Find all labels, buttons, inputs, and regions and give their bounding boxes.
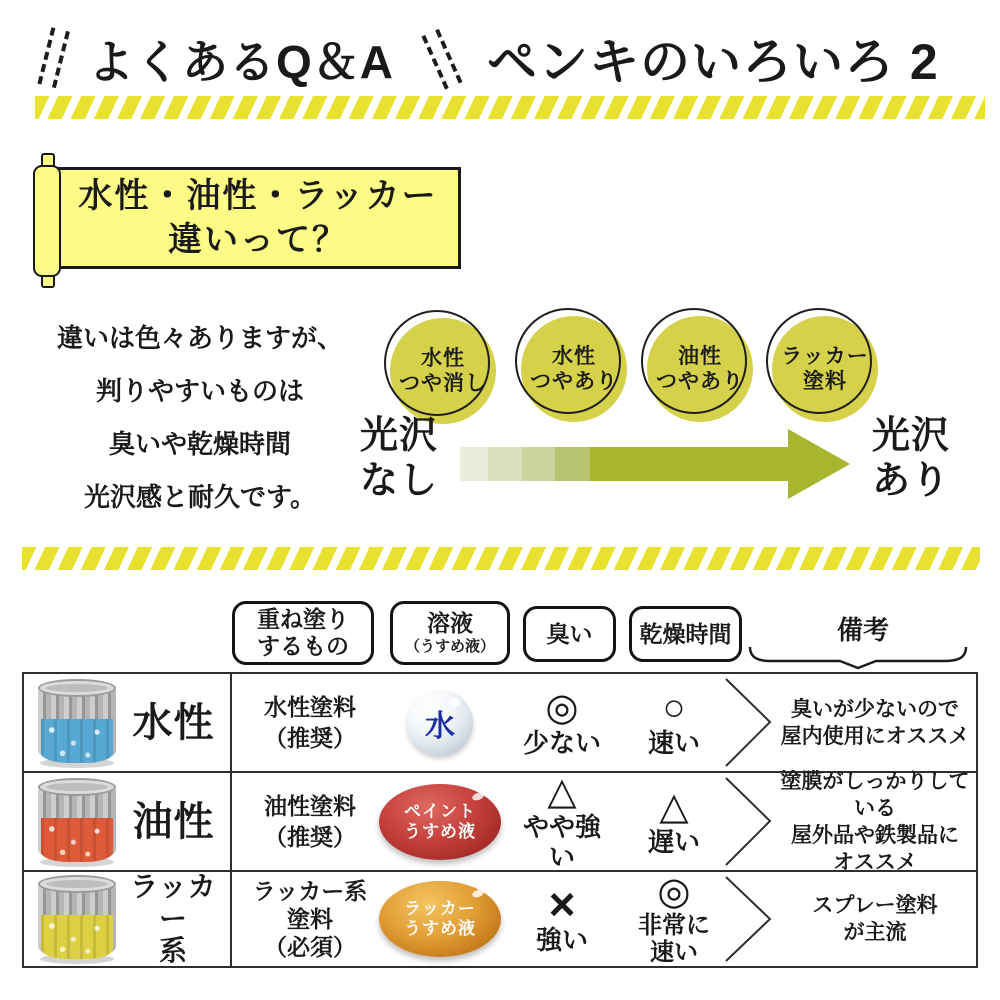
smell-rating-symbol: △ xyxy=(547,770,577,813)
solvent-cell xyxy=(378,872,502,966)
gloss-circle-lacquer: ラッカー 塗料 xyxy=(772,316,878,422)
dry-time-cell: ○ 速い xyxy=(647,686,700,758)
note-cell: スプレー塗料 が主流 xyxy=(812,894,938,944)
header-box-dry-time: 乾燥時間 xyxy=(629,606,742,662)
dry-rating-symbol: △ xyxy=(659,785,689,828)
paint-can-oil-icon xyxy=(34,773,119,870)
recoat-cell: 油性塗料 （推奨） xyxy=(264,792,356,850)
table-row-lacquer xyxy=(24,872,976,966)
paint-thinner-blob-icon: ペイント うすめ液 xyxy=(379,784,501,860)
row-name: 水性 xyxy=(132,700,215,745)
hatch-marks-mid-icon xyxy=(422,24,473,89)
solvent-cell xyxy=(378,773,502,870)
header-box-smell: 臭い xyxy=(523,606,616,662)
table-row-oil xyxy=(24,769,976,874)
header-box-recoat: 重ね塗り するもの xyxy=(232,601,374,665)
smell-rating-symbol: × xyxy=(548,878,576,930)
dry-rating-symbol: ○ xyxy=(662,686,686,729)
gloss-arrow-head-icon xyxy=(788,429,850,499)
gloss-circle-oil-glossy: 油性 つやあり xyxy=(647,316,753,422)
question-banner xyxy=(55,167,461,269)
gloss-circle-water-matte: 水性 つや消し xyxy=(390,318,496,424)
table-row-water xyxy=(24,674,976,773)
scroll-rod-icon xyxy=(33,165,61,277)
gloss-none-label: 光沢 なし xyxy=(360,415,439,502)
banner-line-1: 水性・油性・ラッカー xyxy=(78,177,438,215)
solvent-cell xyxy=(378,674,502,771)
smell-cell: ◎ 少ない xyxy=(522,686,601,758)
gloss-arrow-body xyxy=(460,447,788,481)
chevron-icon xyxy=(724,674,774,771)
chevron-icon xyxy=(724,872,774,966)
header-box-solvent: 溶液 （うすめ液） xyxy=(390,601,510,665)
smell-rating-symbol: ◎ xyxy=(545,686,579,729)
smell-cell: × 強い xyxy=(535,878,588,955)
recoat-cell: ラッカー系 塗料 （必須） xyxy=(252,878,368,960)
header-notes-label: 備考 xyxy=(836,615,889,645)
paint-comparison-table xyxy=(22,672,978,968)
smell-cell: △ やや強い xyxy=(522,770,601,872)
paint-can-water-icon xyxy=(34,674,119,771)
chevron-icon xyxy=(724,773,774,870)
lacquer-thinner-blob-icon: ラッカー うすめ液 xyxy=(379,881,501,957)
brace-icon xyxy=(746,644,970,670)
paint-can-lacquer-icon xyxy=(34,872,119,966)
stripe-divider-middle xyxy=(22,547,980,570)
page-title: ペンキのいろいろ 2 xyxy=(487,34,939,90)
intro-text: 違いは色々ありますが、 判りやすいものは 臭いや乾燥時間 光沢感と耐久です。 xyxy=(56,323,343,512)
row-name: 油性 xyxy=(132,799,215,844)
gloss-yes-label: 光沢 あり xyxy=(872,415,951,502)
qa-title: よくあるQ＆A xyxy=(88,36,394,88)
water-drop-icon: 水 xyxy=(407,690,473,756)
note-cell: 塗膜がしっかりしている 屋外品や鉄製品に オススメ xyxy=(780,769,970,874)
note-cell: 臭いが少ないので 屋内使用にオススメ xyxy=(780,697,970,748)
dry-time-cell: ◎ 非常に 速い xyxy=(638,871,710,966)
banner-line-2: 違いって？ xyxy=(168,221,348,259)
hatch-marks-left-icon xyxy=(37,27,80,91)
row-name: ラッカー 系 xyxy=(130,871,217,966)
recoat-cell: 水性塗料 （推奨） xyxy=(264,693,356,751)
gloss-circle-water-glossy: 水性 つやあり xyxy=(521,316,627,422)
dry-rating-symbol: ◎ xyxy=(657,871,691,913)
stripe-divider-top xyxy=(35,96,985,119)
dry-time-cell: △ 遅い xyxy=(647,785,700,857)
